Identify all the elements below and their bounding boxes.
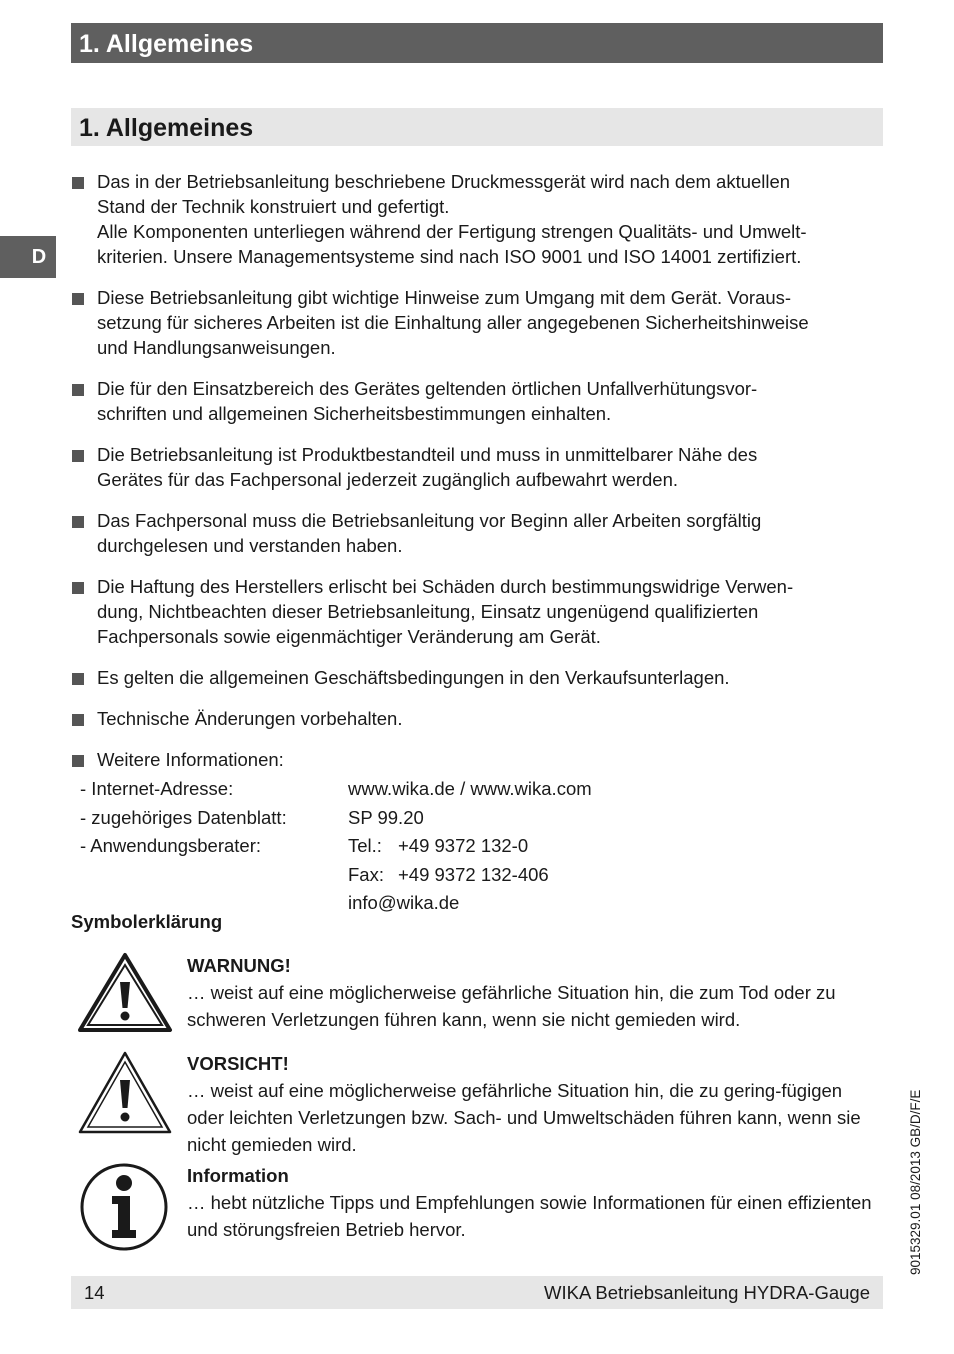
bullet-item [71,169,883,269]
internet-value: www.wika.de / www.wika.com [348,778,592,799]
bullet-line: Gerätes für das Fachpersonal jederzeit zugänglich aufbewahrt werden. [97,469,679,490]
bullet-item [71,508,883,558]
bullet-item [71,706,883,731]
square-bullet-icon [72,516,84,528]
bullet-line: Stand der Technik konstruiert und gefertigt. [97,196,450,217]
caution-description: … weist auf eine möglicherweise gefährliche Situation hin, die zu gering-fügigen oder leichten Verletzungen bzw. Sach- und Umweltschäden führen kann, wenn sie nicht gemieden wird. [187,1080,861,1155]
document-title: WIKA Betriebsanleitung HYDRA-Gauge [544,1282,870,1303]
bullet-item [71,442,883,492]
internet-label: - Internet-Adresse: [80,778,234,799]
square-bullet-icon [72,755,84,767]
bullet-line: Diese Betriebsanleitung gibt wichtige Hinweise zum Umgang mit dem Gerät. Voraus- [97,287,792,308]
advisor-label: - Anwendungsberater: [80,835,262,856]
bullet-item [71,376,883,426]
bullet-line: Die Betriebsanleitung ist Produktbestandteil und muss in unmittelbarer Nähe des [97,444,758,465]
language-tab-label: D [31,246,47,268]
bullet-item [71,574,883,649]
square-bullet-icon [72,384,84,396]
bullet-line: kriterien. Unsere Managementsysteme sind nach ISO 9001 und ISO 14001 zertifiziert. [97,246,802,267]
further-info-heading: Weitere Informationen: [97,749,284,770]
language-tab [0,236,56,278]
footer-bar [71,1276,883,1309]
symbol-legend-heading: Symbolerklärung [71,911,223,932]
tel-row [348,832,883,861]
caution-triangle-icon [77,1050,173,1141]
bullet-line: Fachpersonals sowie eigenmächtiger Veränderung am Gerät. [97,626,601,647]
square-bullet-icon [72,177,84,189]
caution-text [187,1050,877,1158]
information-icon [79,1162,169,1257]
datasheet-value: SP 99.20 [348,806,424,828]
tel-key: Tel.: [348,835,382,856]
square-bullet-icon [72,582,84,594]
fax-row [348,861,883,890]
header-bar [71,23,883,63]
bullet-line: durchgelesen und verstanden haben. [97,535,403,556]
bullet-list [71,169,883,918]
tel-value: +49 9372 132-0 [398,835,529,856]
document-code: 9015329.01 08/2013 GB/D/F/E [908,1089,923,1275]
square-bullet-icon [72,714,84,726]
bullet-line: Das Fachpersonal muss die Betriebsanleitung vor Beginn aller Arbeiten sorgfältig [97,510,762,531]
bullet-line: setzung für sicheres Arbeiten ist die Einhaltung aller angegebenen Sicherheitshinweise [97,312,809,333]
further-info-table [71,775,883,918]
bullet-item-further-info [71,747,883,772]
square-bullet-icon [72,293,84,305]
section-title [71,108,883,146]
bullet-line: und Handlungsanweisungen. [97,337,336,358]
datasheet-label: - zugehöriges Datenblatt: [80,806,287,828]
warning-triangle-icon [77,952,173,1039]
info-title: Information [187,1165,289,1186]
email-value: info@wika.de [348,892,460,913]
square-bullet-icon [72,673,84,685]
caution-title: VORSICHT! [187,1053,289,1074]
info-text [187,1162,877,1243]
bullet-item [71,285,883,360]
page-number: 14 [84,1282,105,1303]
bullet-line: schriften und allgemeinen Sicherheitsbestimmungen einhalten. [97,403,612,424]
advisor-contacts [348,832,883,918]
bullet-line: Technische Änderungen vorbehalten. [97,708,403,729]
warning-title: WARNUNG! [187,955,291,976]
bullet-line: Die für den Einsatzbereich des Gerätes geltenden örtlichen Unfallverhütungsvor- [97,378,758,399]
bullet-line: Das in der Betriebsanleitung beschriebene Druckmessgerät wird nach dem aktuellen [97,171,791,192]
warning-description: … weist auf eine möglicherweise gefährliche Situation hin, die zum Tod oder zu schweren Verletzungen führen kann, wenn sie nicht gemieden wird. [187,982,836,1030]
bullet-item [71,665,883,690]
bullet-line: Die Haftung des Herstellers erlischt bei Schäden durch bestimmungswidrige Verwen- [97,576,794,597]
warning-text [187,952,877,1033]
bullet-line: Alle Komponenten unterliegen während der Fertigung strengen Qualitäts- und Umwelt- [97,221,807,242]
square-bullet-icon [72,450,84,462]
info-description: … hebt nützliche Tipps und Empfehlungen sowie Informationen für einen effizienten und störungsfreien Betrieb hervor. [187,1192,872,1240]
bullet-line: Es gelten die allgemeinen Geschäftsbedingungen in den Verkaufsunterlagen. [97,667,730,688]
fax-value: +49 9372 132-406 [398,863,549,885]
header-title: 1. Allgemeines [79,30,254,58]
fax-key: Fax: [348,863,384,885]
bullet-line: dung, Nichtbeachten dieser Betriebsanleitung, Einsatz ungenügend qualifizierten [97,601,759,622]
section-title-text: 1. Allgemeines [79,114,254,142]
